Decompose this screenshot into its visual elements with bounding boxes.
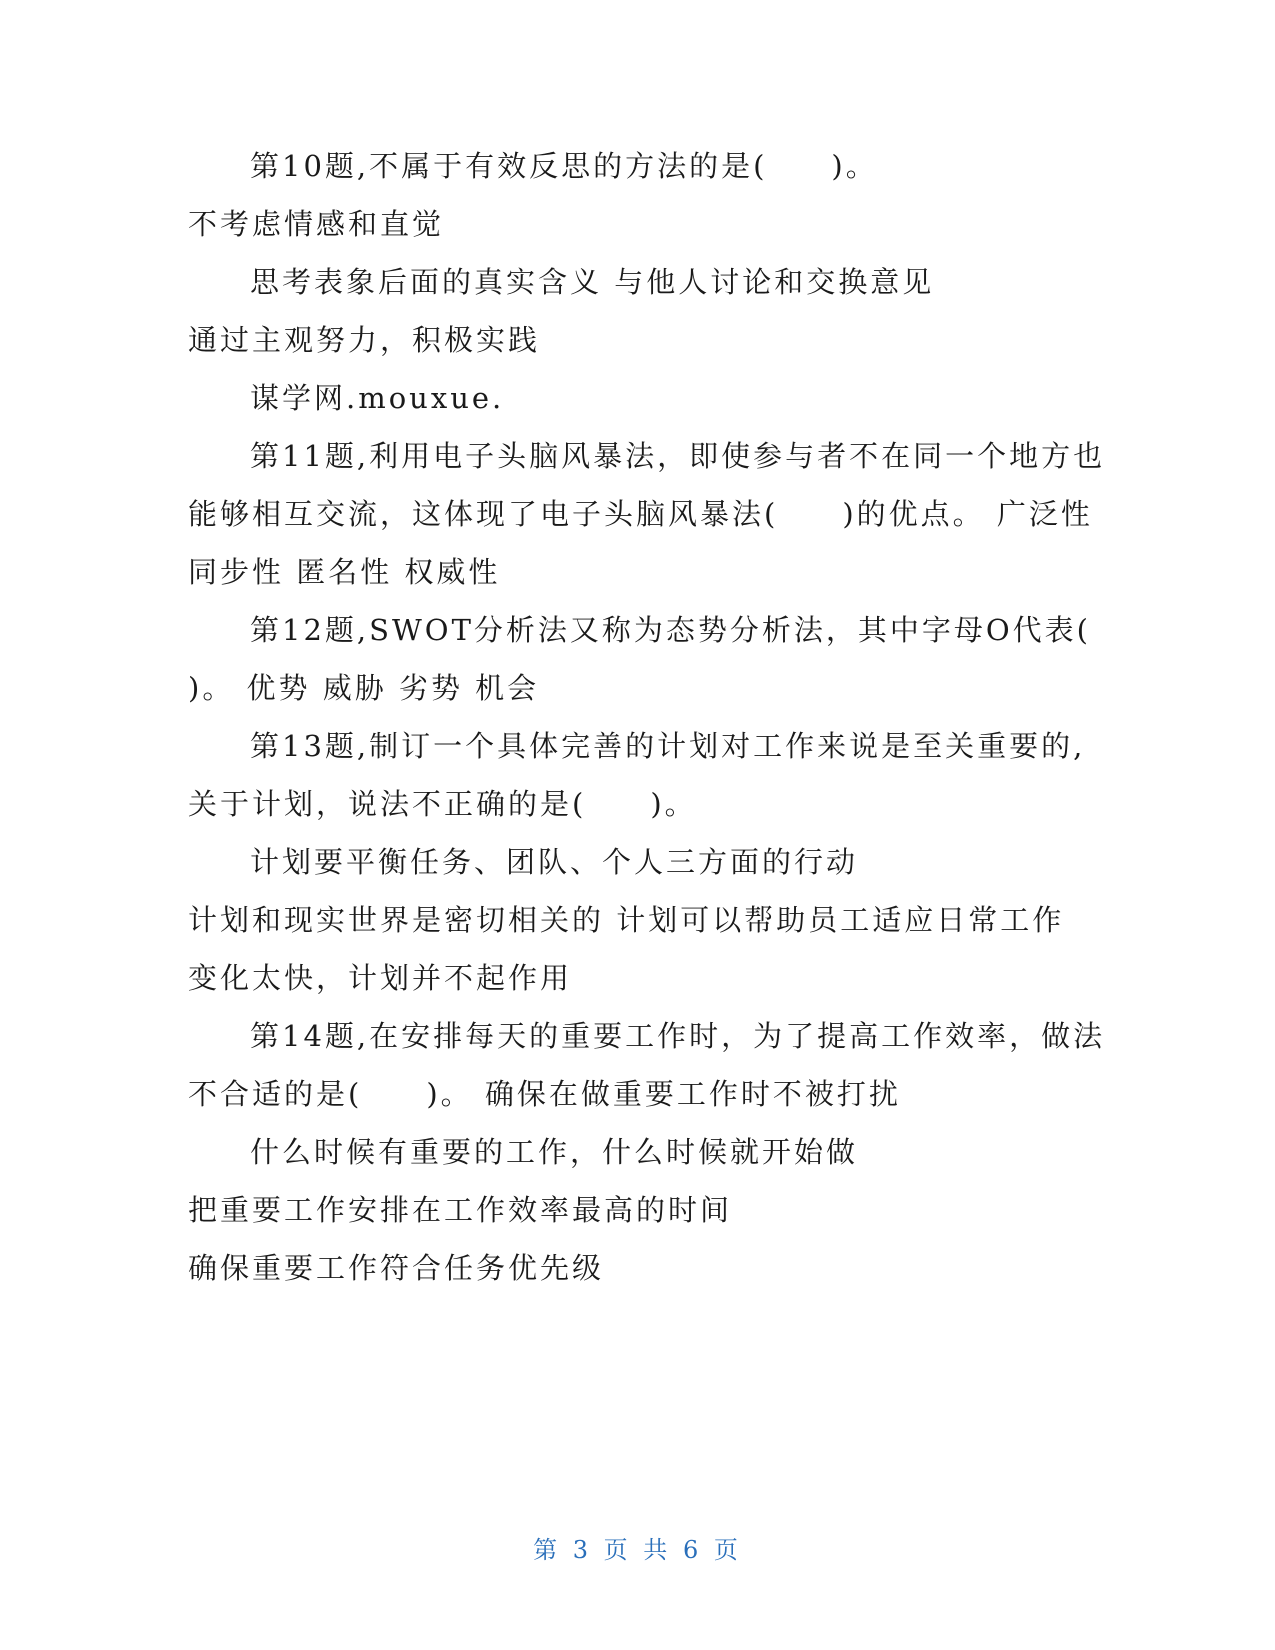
question-10-option: 思考表象后面的真实含义 与他人讨论和交换意见 [250,265,935,299]
question-10-option: 通过主观努力，积极实践 [188,323,541,357]
question-12-stem: 第12题,SWOT分析法又称为态势分析法，其中字母O代表( [250,613,1092,647]
question-11-stem: 第11题,利用电子头脑风暴法，即使参与者不在同一个地方也 [250,439,1106,473]
page-number-footer: 第 3 页 共 6 页 [533,1536,742,1564]
question-12-options: )。 优势 威胁 劣势 机会 [188,671,540,705]
watermark-text: 谋学网.mouxue. [250,381,505,415]
question-14-stem: 第14题,在安排每天的重要工作时，为了提高工作效率，做法 [250,1019,1106,1053]
question-13-option: 计划和现实世界是密切相关的 计划可以帮助员工适应日常工作 [188,903,1065,937]
question-14-option: 什么时候有重要的工作，什么时候就开始做 [250,1135,859,1169]
question-13-option: 变化太快，计划并不起作用 [188,961,573,995]
question-10-option: 不考虑情感和直觉 [188,207,445,241]
question-13-stem: 第13题,制订一个具体完善的计划对工作来说是至关重要的, [250,729,1086,763]
question-14-option: 确保重要工作符合任务优先级 [188,1251,605,1285]
question-11-options: 同步性 匿名性 权威性 [188,555,501,589]
question-14-stem-continued: 不合适的是( )。 确保在做重要工作时不被打扰 [188,1077,901,1111]
question-10-stem: 第10题,不属于有效反思的方法的是( )。 [250,149,878,183]
question-11-stem-continued: 能够相互交流，这体现了电子头脑风暴法( )的优点。 广泛性 [188,497,1093,531]
question-13-option: 计划要平衡任务、团队、个人三方面的行动 [250,845,859,879]
question-14-option: 把重要工作安排在工作效率最高的时间 [188,1193,733,1227]
question-13-stem-continued: 关于计划，说法不正确的是( )。 [188,787,697,821]
